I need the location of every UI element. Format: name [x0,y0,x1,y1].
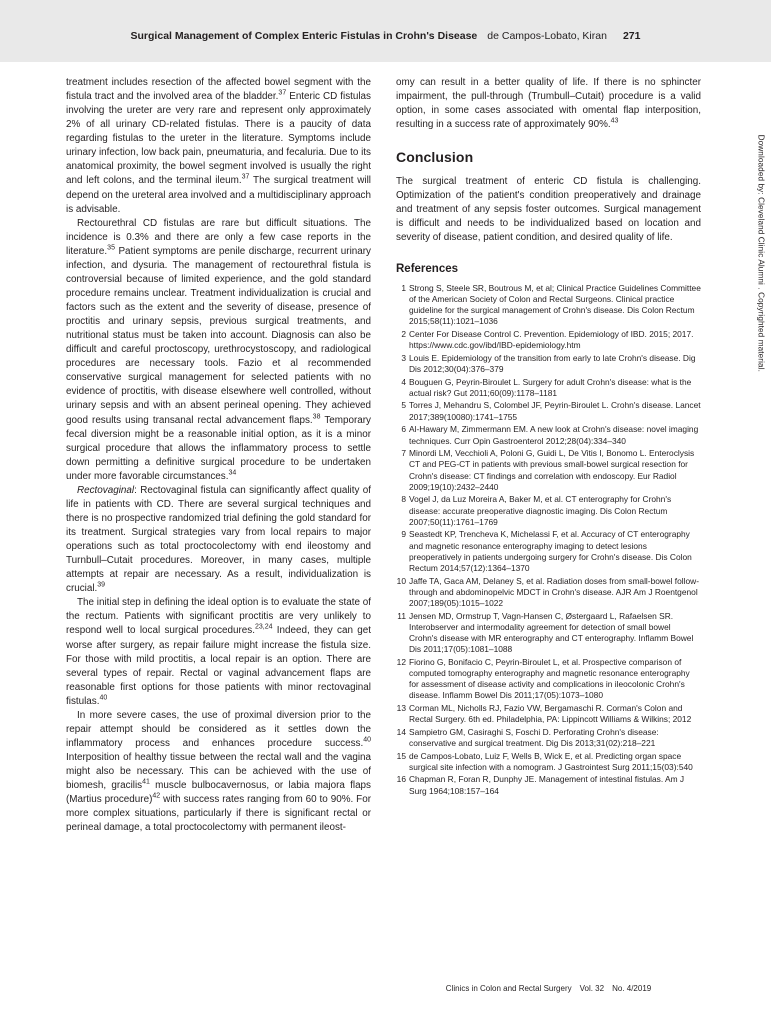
reference-text: Louis E. Epidemiology of the transition from early to late Crohn's disease. Dig Dis 2012;30(04):376–379 [409,352,696,374]
reference-text: Corman ML, Nicholls RJ, Fazio VW, Bergamaschi R. Corman's Colon and Rectal Surgery. 6th ed. Philadelphia, PA: Lippincott Williams & Wilkins; 2012 [409,702,692,725]
reference-item [396,576,701,610]
reference-text: Strong S, Steele SR, Boutrous M, et al; Clinical Practice Guidelines Committee of the American Society of Colon and Rectal Surgeons. Clinical practice guideline for the surgical management of Crohn's disease. Dis Colon Rectum 2015;58(11):1021–1036 [409,282,701,327]
reference-text: de Campos-Lobato, Luiz F, Wells B, Wick E, et al. Predicting organ space surgical site infection with a nomogram. J Gastrointest Surg 2011;15(03):540 [409,750,693,772]
footer-journal: Clinics in Colon and Rectal Surgery [445,984,572,993]
copyright-side-note: Downloaded by: Cleveland Clinic Alumni . Copyrighted material. [756,134,765,372]
footer-issue: No. 4/2019 [612,984,652,993]
reference-number: 6 [401,424,406,435]
reference-item [396,377,701,399]
reference-item [396,424,701,446]
references-heading: References [396,263,459,276]
reference-text: Seastedt KP, Trencheva K, Michelassi F, et al. Accuracy of CT enterography and magnetic resonance enterography imaging to detect lesions preoperatively in patients undergoing surgery for Crohn's disease. Dis Colon Rectum 2014;57(12):1364–1370 [409,529,692,573]
body-paragraph: treatment includes resection of the affected bowel segment with the fistula tract and the involved area of the bladder.$^{37}$ Enteric CD fistulas involving the ureter are very rare and represent only approximately 2% of all urinary CD-related fistulas. There is a paucity of data regarding fistulas to the ureter in the literature. Symptoms include urinary infection, low back pain, pneumaturia, and fecaluria. Due to its anatomical proximity, the bowel segment involved is usually the right and left colons, and the terminal ileum.$^{37}$ The surgical treatment will depend on the ureteral area involved and a multidisciplinary approach is advisable. [66,77,371,215]
reference-item [396,774,701,796]
page-number: 271 [622,30,641,42]
running-head-authors: de Campos-Lobato, Kiran [487,30,607,42]
reference-item [396,657,701,702]
reference-item [396,529,701,574]
reference-text: Chapman R, Foran R, Dunphy JE. Management of intestinal fistulas. Am J Surg 1964;108:157–164 [409,774,685,796]
body-paragraph: The initial step in defining the ideal option is to evaluate the state of the rectum. Patients with significant proctitis are very unlikely to respond well to local surgical procedures.$^{23,24}$ Indeed, they can get worse after surgery, as repair failure might increase the fistula size. For those with mild proctitis, a local repair is an option. There are several types of repair. Rectal or vaginal advancement flaps are reasonable first options for those patients with minor rectovaginal fistulas.$^{40}$ [66,597,371,707]
reference-number: 9 [401,529,406,540]
page-header-band [0,0,771,62]
reference-text: Jaffe TA, Gaca AM, Delaney S, et al. Radiation doses from small-bowel follow-through and abdominopelvic MDCT in Crohn's disease. AJR Am J Roentgenol 2007;189(05):1015–1022 [409,575,699,608]
reference-item [396,611,701,656]
reference-item [396,703,701,725]
reference-item [396,329,701,351]
left-column [66,76,371,835]
reference-number: 16 [396,774,406,785]
reference-number: 7 [401,448,406,459]
running-head [0,30,771,42]
reference-item [396,283,701,328]
reference-number: 4 [401,376,406,387]
left-column-body [66,76,371,835]
body-paragraph: In more severe cases, the use of proximal diversion prior to the repair attempt should be considered as it settles down the inflammatory process and enhances procedure success.$^{40}$ Interposition of healthy tissue between the rectal wall and the vagina might also be necessary. This can be achieved with the use of biomesh, gracilis$^{41}$ muscle bulbocavernosus, or labia majora flaps (Martius procedure)$^{42}$ with success rates ranging from 60 to 90%. For more complex situations, particularly if there is significant rectal or perineal damage, a total proctocolectomy with permanent ileost- [66,709,371,834]
reference-text: Vogel J, da Luz Moreira A, Baker M, et al. CT enterography for Crohn's disease: accurate preoperative diagnostic imaging. Dis Colon Rectum 2007;50(11):1761–1769 [409,494,672,527]
body-paragraph: Rectovaginal: Rectovaginal fistula can significantly affect quality of life in patients with CD. There are several surgical techniques and there is no prospective randomized trial defining the gold standard for its treatment. Surgical strategies vary from local repairs to major operations such as total proctocolectomy with end ileostomy and Turnbull–Cutait procedures. Moreover, in many cases, multiple attempts at repair are necessary. As a result, individualization is crucial.$^{39}$ [66,484,371,595]
running-head-title: Surgical Management of Complex Enteric Fistulas in Crohn's Disease [130,30,478,42]
reference-number: 15 [396,750,406,761]
reference-text: Minordi LM, Vecchioli A, Poloni G, Guidi L, De Vitis I, Bonomo L. Enteroclysis CT and PEG-CT in patients with previous small-bowel surgical resection for Crohn's disease: CT findings and correlation with endoscopy. Eur Radiol 2009;19(10):2432–2440 [409,448,695,492]
right-column [396,76,701,798]
reference-text: Al-Hawary M, Zimmermann EM. A new look at Crohn's disease: novel imaging techniques. Curr Opin Gastroenterol 2012;28(04):334–340 [409,424,699,446]
footer-volume: Vol. 32 [579,984,605,993]
reference-number: 3 [401,352,406,363]
reference-number: 2 [401,328,406,339]
reference-number: 5 [401,400,406,411]
reference-item [396,727,701,749]
body-paragraph: Rectourethral CD fistulas are rare but difficult situations. The incidence is 0.3% and there are only a few case reports in the literature.$^{35}$ Patient symptoms are penile discharge, recurrent urinary infection, and dysuria. The management of rectourethral fistula is controversial because of limited experience, and the gold standard procedure remains unclear. Treatment individualization is crucial and factors such as the extent and the severity of disease, presence of proctitis and urinary sepsis, previous surgical treatments, and nutritional status must be taken into account. Diagnosis can also be difficult and careful proctoscopy, urethrocystoscopy, and radiological procedures are necessary tools. Fazio et al recommended conservative surgical management for selected patients with no evidence of proctitis, with disease elsewhere well controlled, without urinary sepsis and with an absent perineal opening. They achieved good results using transanal rectal advancement flaps.$^{38}$ Temporary fecal diversion might be a reasonable initial option, as it is a minor surgical procedure that allows the inflammatory process to settle down permitting a definitive surgical procedure to be undertaken under more favorable circumstances.$^{34}$ [66,217,371,482]
reference-text: Jensen MD, Ormstrup T, Vagn-Hansen C, Østergaard L, Rafaelsen SR. Interobserver and intermodality agreement for detection of small bowel Crohn's disease with MR enterography and CT enterography. Inflamm Bowel Dis 2011;17(05):1081–1088 [409,610,694,655]
reference-text: Bouguen G, Peyrin-Biroulet L. Surgery for adult Crohn's disease: what is the actual risk? Gut 2011;60(09):1178–1181 [409,376,692,398]
conclusion-heading: Conclusion [396,149,474,166]
page-footer [396,984,701,993]
reference-text: Fiorino G, Bonifacio C, Peyrin-Biroulet L, et al. Prospective comparison of computed tomography enterography and magnetic resonance enterography for assessment of disease activity and complications in ileocolonic Crohn's disease. Inflamm Bowel Dis 2011;17(05):1073–1080 [409,656,690,701]
reference-number: 13 [396,702,406,713]
reference-item [396,448,701,493]
reference-number: 12 [396,656,406,667]
reference-text: Center For Disease Control C. Prevention. Epidemiology of IBD. 2015; 2017. https://www.cdc.gov/ibd/IBD-epidemiology.htm [409,328,694,351]
reference-item [396,400,701,422]
reference-number: 14 [396,726,406,737]
reference-item [396,353,701,375]
continuation-paragraph: omy can result in a better quality of life. If there is no sphincter impairment, the pull-through (Trumbull–Cutait) procedure is a valid option, in some cases associated with omental flap interposition, resulting in a success rate of approximately 90%.$^{43}$ [396,77,701,131]
reference-text: Torres J, Mehandru S, Colombel JF, Peyrin-Biroulet L. Crohn's disease. Lancet 2017;389(10080):1741–1755 [409,400,701,422]
references-list [396,283,701,797]
reference-number: 10 [396,575,406,586]
conclusion-paragraph: The surgical treatment of enteric CD fistula is challenging. Optimization of the patient's condition preoperatively and drainage and treatment of any sepsis foster outcomes. Surgical management is difficult and needs to be individualized based on location and severity of disease, patient condition, and desired quality of life. [396,176,701,244]
reference-number: 11 [397,610,406,621]
reference-number: 8 [401,494,406,505]
reference-item [396,494,701,528]
reference-item [396,751,701,773]
reference-number: 1 [401,282,406,293]
reference-text: Sampietro GM, Casiraghi S, Foschi D. Perforating Crohn's disease: conservative and surgical treatment. Dig Dis 2013;31(02):218–221 [409,726,659,748]
